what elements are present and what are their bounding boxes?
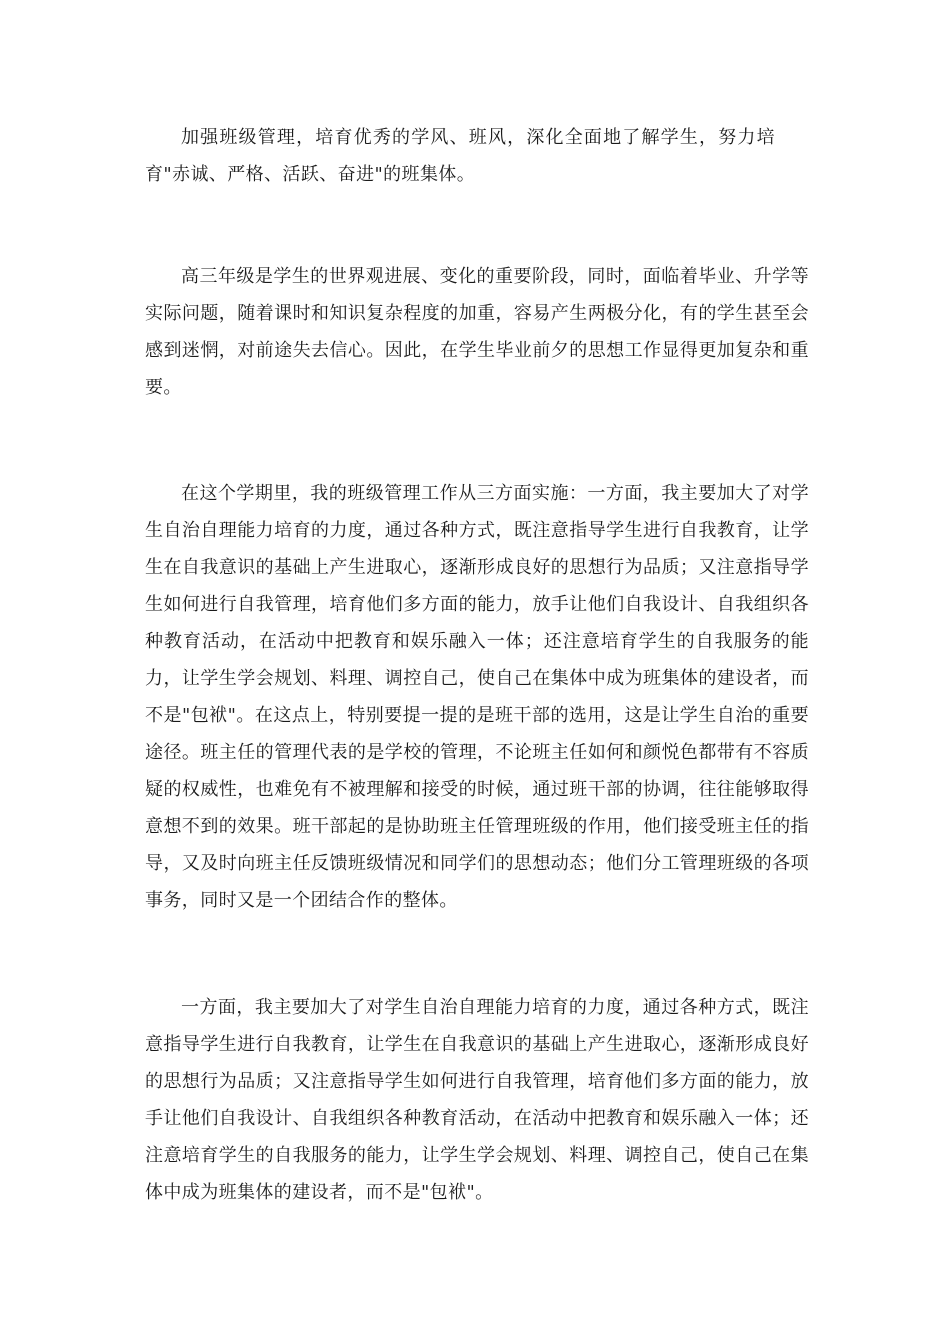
paragraph-self-governance: 一方面，我主要加大了对学生自治自理能力培育的力度，通过各种方式，既注意指导学生进行自我教育，让学生在自我意识的基础上产生进取心，逐渐形成良好的思想行为品质；又注意指导学生如何进行自我管理，培育他们多方面的能力，放手让他们自我设计、自我组织各种教育活动，在活动中把教育和娱乐融入一体；还注意培育学生的自我服务的能力，让学生学会规划、料理、调控自己，使自己在集体中成为班集体的建设者，而不是"包袱"。 [145,997,809,1203]
paragraph-senior-year-context: 高三年级是学生的世界观进展、变化的重要阶段，同时，面临着毕业、升学等实际问题，随着课时和知识复杂程度的加重，容易产生两极分化，有的学生甚至会感到迷惘，对前途失去信心。因此，在学生毕业前夕的思想工作显得更加复杂和重要。 [145,266,809,398]
paragraph-class-management: 在这个学期里，我的班级管理工作从三方面实施：一方面，我主要加大了对学生自治自理能力培育的力度，通过各种方式，既注意指导学生进行自我教育，让学生在自我意识的基础上产生进取心，逐渐形成良好的思想行为品质；又注意指导学生如何进行自我管理，培育他们多方面的能力，放手让他们自我设计、自我组织各种教育活动，在活动中把教育和娱乐融入一体；还注意培育学生的自我服务的能力，让学生学会规划、料理、调控自己，使自己在集体中成为班集体的建设者，而不是"包袱"。在这点上，特别要提一提的是班干部的选用，这是让学生自治的重要途径。班主任的管理代表的是学校的管理，不论班主任如何和颜悦色都带有不容质疑的权威性，也难免有不被理解和接受的时候，通过班干部的协调，往往能够取得意想不到的效果。班干部起的是协助班主任管理班级的作用，他们接受班主任的指导，又及时向班主任反馈班级情况和同学们的思想动态；他们分工管理班级的各项事务，同时又是一个团结合作的整体。 [145,483,809,911]
paragraph-class-goal: 加强班级管理，培育优秀的学风、班风，深化全面地了解学生，努力培育"赤诚、严格、活跃、奋进"的班集体。 [145,127,775,185]
